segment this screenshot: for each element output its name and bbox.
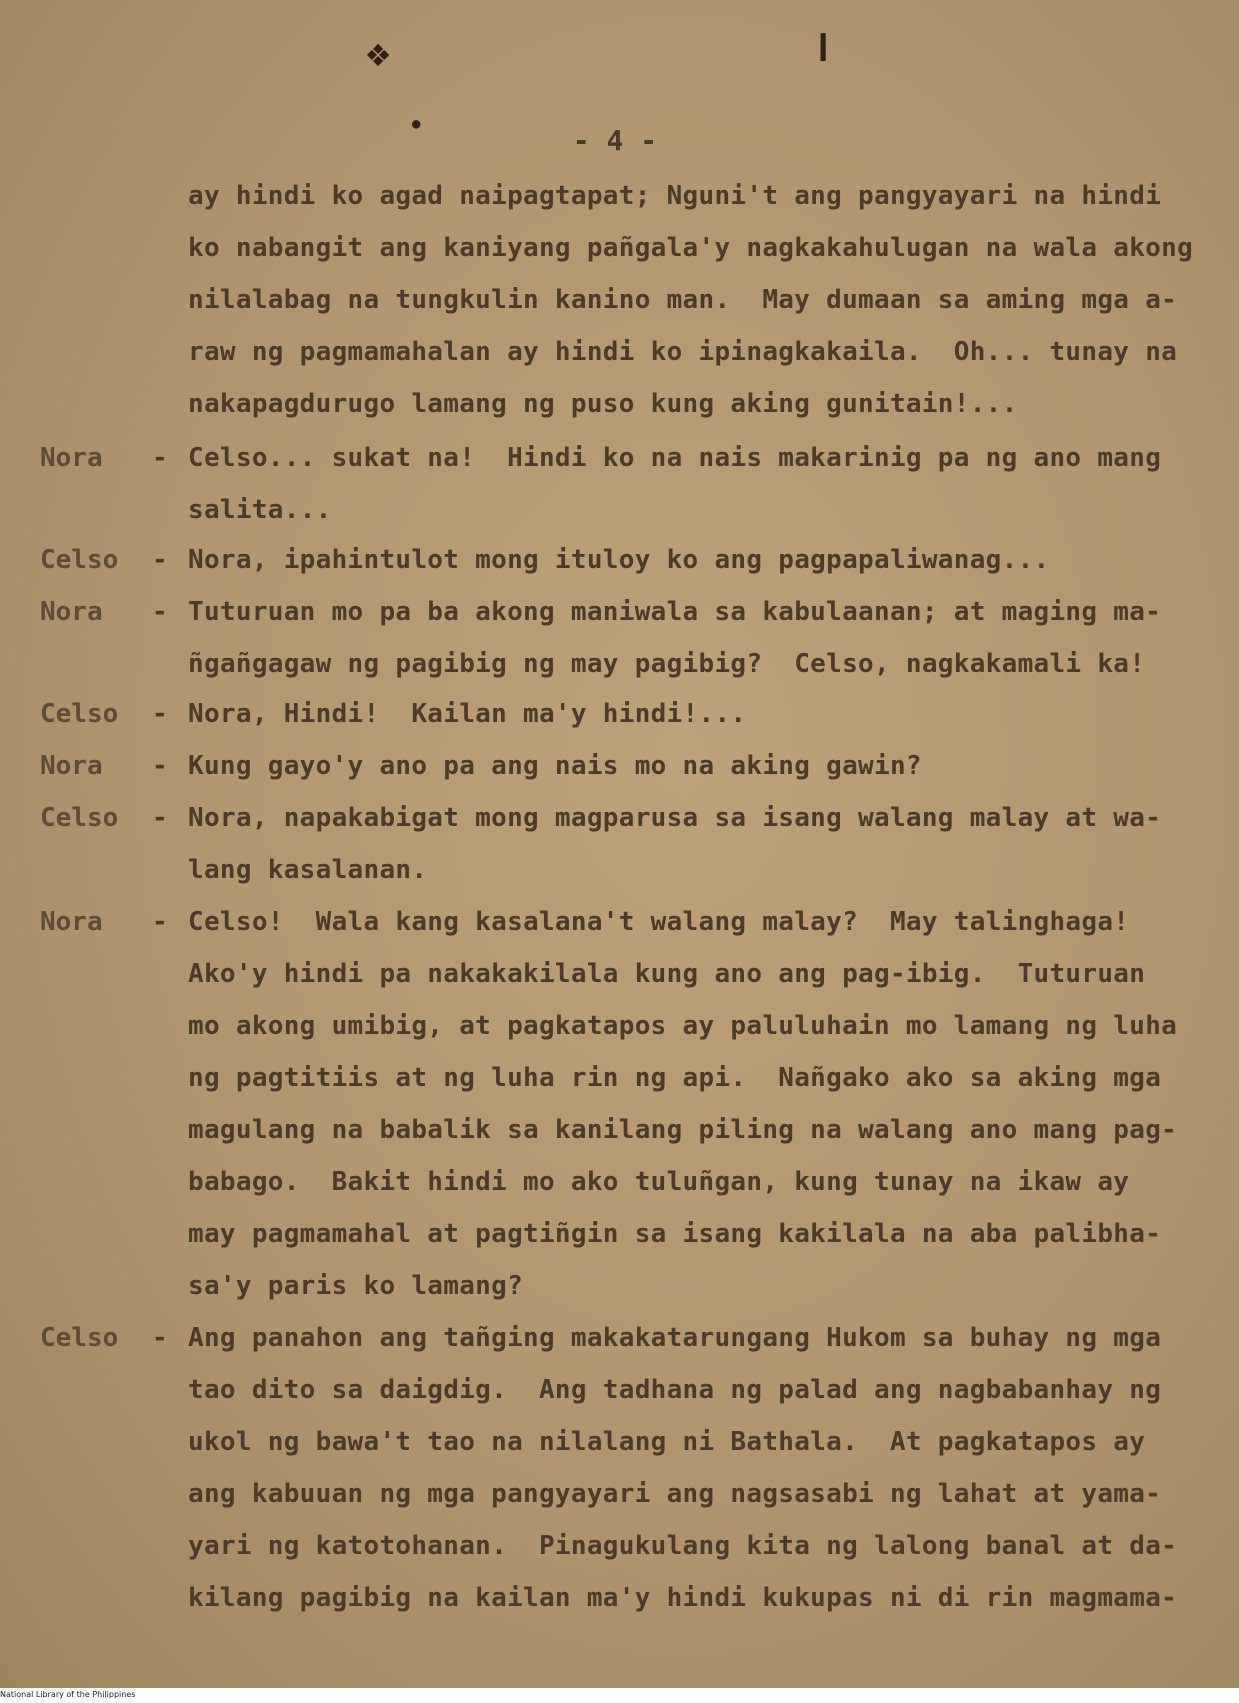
script-line	[0, 176, 1239, 216]
speaker-name: Celso	[40, 1323, 119, 1353]
dialogue-text: ukol ng bawa't tao na nilalang ni Bathala. At pagkatapos ay	[188, 1427, 1146, 1457]
script-line	[0, 228, 1239, 268]
dialogue-text: ang kabuuan ng mga pangyayari ang nagsasabi ng lahat at yama-	[188, 1479, 1162, 1509]
page-number: - 4 -	[572, 124, 658, 157]
speaker-dash: -	[152, 699, 168, 729]
script-line	[0, 850, 1239, 890]
script-line	[0, 592, 1239, 632]
script-line	[0, 1058, 1239, 1098]
script-line	[0, 746, 1239, 786]
dialogue-text: Nora, napakabigat mong magparusa sa isang walang malay at wa-	[188, 803, 1162, 833]
dialogue-text: Ang panahon ang tañging makakatarungang Hukom sa buhay ng mga	[188, 1323, 1162, 1353]
script-line	[0, 1526, 1239, 1566]
script-line	[0, 1214, 1239, 1254]
dialogue-text: mo akong umibig, at pagkatapos ay paluluhain mo lamang ng luha	[188, 1011, 1178, 1041]
speaker-name: Celso	[40, 699, 119, 729]
dialogue-text: Ako'y hindi pa nakakakilala kung ano ang pag-ibig. Tuturuan	[188, 959, 1146, 989]
speaker-dash: -	[152, 597, 168, 627]
dialogue-text: salita...	[188, 495, 332, 525]
footer-credit: National Library of the Philippines	[0, 1690, 136, 1699]
speaker-dash: -	[152, 545, 168, 575]
script-line	[0, 280, 1239, 320]
script-line	[0, 1266, 1239, 1306]
script-line	[0, 902, 1239, 942]
dialogue-text: nilalabag na tungkulin kanino man. May dumaan sa aming mga a-	[188, 285, 1178, 315]
script-line	[0, 1578, 1239, 1618]
script-line	[0, 1318, 1239, 1358]
script-line	[0, 332, 1239, 372]
script-line	[0, 1110, 1239, 1150]
speaker-name: Nora	[40, 443, 103, 473]
speaker-dash: -	[152, 907, 168, 937]
speaker-name: Nora	[40, 597, 103, 627]
script-line	[0, 644, 1239, 684]
dialogue-text: Celso... sukat na! Hindi ko na nais makarinig pa ng ano mang	[188, 443, 1162, 473]
dialogue-text: Celso! Wala kang kasalana't walang malay? May talinghaga!	[188, 907, 1130, 937]
dialogue-text: Nora, ipahintulot mong ituloy ko ang pagpapaliwanag...	[188, 545, 1050, 575]
speaker-name: Nora	[40, 907, 103, 937]
ink-mark-left: ❖	[366, 30, 391, 76]
script-line	[0, 1162, 1239, 1202]
ink-mark-right: ❙	[813, 26, 834, 66]
dialogue-text: ng pagtitiis at ng luha rin ng api. Nañgako ako sa aking mga	[188, 1063, 1162, 1093]
script-line	[0, 1474, 1239, 1514]
dialogue-text: ko nabangit ang kaniyang pañgala'y nagkakahulugan na wala akong	[188, 233, 1194, 263]
speaker-name: Nora	[40, 751, 103, 781]
dialogue-text: ay hindi ko agad naipagtapat; Nguni't ang pangyayari na hindi	[188, 181, 1162, 211]
speaker-dash: -	[152, 1323, 168, 1353]
dialogue-text: Tuturuan mo pa ba akong maniwala sa kabulaanan; at maging ma-	[188, 597, 1162, 627]
dialogue-text: Kung gayo'y ano pa ang nais mo na aking gawin?	[188, 751, 922, 781]
dialogue-text: may pagmamahal at pagtiñgin sa isang kakilala na aba palibha-	[188, 1219, 1162, 1249]
script-line	[0, 490, 1239, 530]
dialogue-text: magulang na babalik sa kanilang piling na walang ano mang pag-	[188, 1115, 1178, 1145]
script-line	[0, 1370, 1239, 1410]
speaker-name: Celso	[40, 803, 119, 833]
ink-dot: ●	[412, 116, 421, 132]
script-line	[0, 798, 1239, 838]
dialogue-text: kilang pagibig na kailan ma'y hindi kukupas ni di rin magmama-	[188, 1583, 1178, 1613]
script-line	[0, 438, 1239, 478]
dialogue-text: lang kasalanan.	[188, 855, 428, 885]
dialogue-text: raw ng pagmamahalan ay hindi ko ipinagkakaila. Oh... tunay na	[188, 337, 1178, 367]
script-line	[0, 694, 1239, 734]
dialogue-text: Nora, Hindi! Kailan ma'y hindi!...	[188, 699, 747, 729]
dialogue-text: yari ng katotohanan. Pinagukulang kita ng lalong banal at da-	[188, 1531, 1178, 1561]
speaker-name: Celso	[40, 545, 119, 575]
speaker-dash: -	[152, 443, 168, 473]
script-line	[0, 540, 1239, 580]
script-line	[0, 1006, 1239, 1046]
dialogue-text: sa'y paris ko lamang?	[188, 1271, 524, 1301]
script-line	[0, 1422, 1239, 1462]
speaker-dash: -	[152, 751, 168, 781]
speaker-dash: -	[152, 803, 168, 833]
dialogue-text: ñgañgagaw ng pagibig ng may pagibig? Celso, nagkakamali ka!	[188, 649, 1146, 679]
dialogue-text: nakapagdurugo lamang ng puso kung aking gunitain!...	[188, 389, 1018, 419]
dialogue-text: babago. Bakit hindi mo ako tuluñgan, kung tunay na ikaw ay	[188, 1167, 1130, 1197]
script-line	[0, 384, 1239, 424]
script-line	[0, 954, 1239, 994]
dialogue-text: tao dito sa daigdig. Ang tadhana ng palad ang nagbabanhay ng	[188, 1375, 1162, 1405]
